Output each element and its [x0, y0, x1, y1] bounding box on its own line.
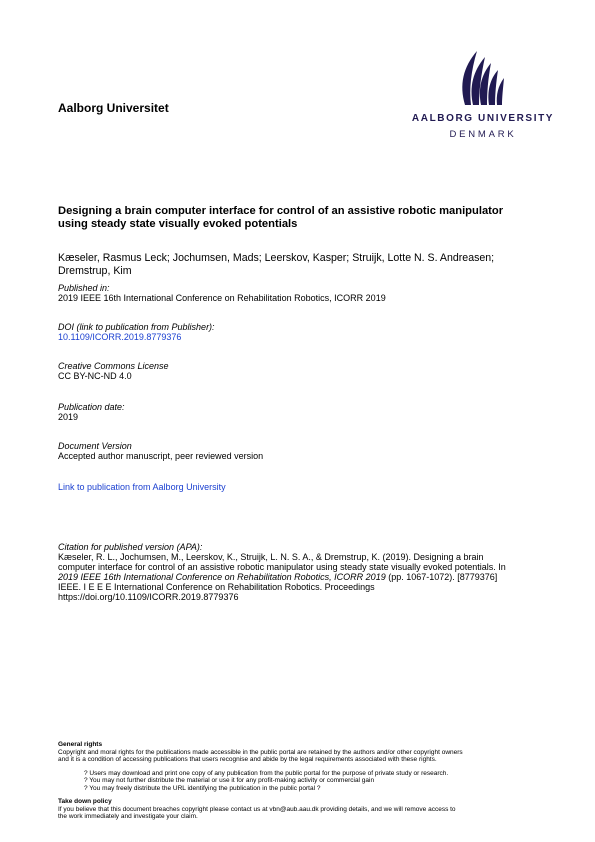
- rights-text: Copyright and moral rights for the publications made accessible in the public portal are retained by the authors and/or other copyright owners: [58, 748, 463, 756]
- document-version-label: Document Version: [58, 441, 132, 451]
- license-section: [58, 361, 169, 381]
- aalborg-university-logo: [405, 45, 561, 141]
- doi-label: DOI (link to publication from Publisher):: [58, 322, 215, 332]
- logo-university-name: AALBORG UNIVERSITY: [411, 113, 555, 124]
- publication-date-value: 2019: [58, 412, 79, 422]
- citation-label: Citation for published version (APA):: [58, 542, 203, 552]
- license-label: Creative Commons License: [58, 361, 169, 371]
- published-in-section: [58, 283, 386, 303]
- doi-link[interactable]: 10.1109/ICORR.2019.8779376: [58, 332, 182, 342]
- paper-title: [58, 205, 538, 231]
- takedown-text: If you believe that this document breaches copyright please contact us at vbn@aub.aau.dk providing details, and we will remove access to: [58, 805, 456, 813]
- rights-section: [58, 741, 553, 821]
- publication-date-section: [58, 402, 125, 422]
- authors-line: Dremstrup, Kim: [58, 265, 132, 277]
- citation-line: Kæseler, R. L., Jochumsen, M., Leerskov, K., Struijk, L. N. S. A., & Dremstrup, K. (2019). Designing a brain: [58, 552, 484, 562]
- aau-publication-link[interactable]: Link to publication from Aalborg University: [58, 482, 226, 492]
- published-in-value: 2019 IEEE 16th International Conference on Rehabilitation Robotics, ICORR 2019: [58, 293, 386, 303]
- authors: [58, 252, 558, 278]
- rights-text: and it is a condition of accessing publications that users recognise and abide by the legal requirements associated with these rights.: [58, 756, 437, 763]
- title-line: using steady state visually evoked potentials: [58, 218, 298, 230]
- citation-line: [58, 572, 548, 582]
- logo-country: DENMARK: [449, 129, 517, 140]
- citation-line: computer interface for control of an assistive robotic manipulator using steady state visually evoked potentials. In: [58, 562, 506, 572]
- citation-doi: https://doi.org/10.1109/ICORR.2019.8779376: [58, 592, 239, 602]
- title-line: Designing a brain computer interface for control of an assistive robotic manipulator: [58, 205, 504, 217]
- authors-line: Kæseler, Rasmus Leck; Jochumsen, Mads; Leerskov, Kasper; Struijk, Lotte N. S. Andreasen;: [58, 252, 495, 264]
- doi-section: [58, 322, 215, 342]
- citation-pages: (pp. 1067-1072). [8779376]: [385, 572, 498, 582]
- takedown-text: the work immediately and investigate your claim.: [58, 813, 198, 820]
- general-rights-heading: General rights: [58, 741, 103, 748]
- rights-bullet: ? You may not further distribute the material or use it for any profit-making activity or commercial gain: [84, 777, 375, 784]
- citation-line: IEEE. I E E E International Conference on Rehabilitation Robotics. Proceedings: [58, 582, 375, 592]
- publication-date-label: Publication date:: [58, 402, 125, 412]
- takedown-heading: Take down policy: [58, 798, 112, 805]
- document-version-section: [58, 441, 263, 461]
- institution-name: Aalborg Universitet: [58, 101, 169, 115]
- rights-bullet: ? You may freely distribute the URL identifying the publication in the public portal ?: [84, 784, 321, 792]
- document-version-value: Accepted author manuscript, peer reviewed version: [58, 451, 264, 461]
- published-in-label: Published in:: [58, 283, 110, 293]
- rights-bullet: ? Users may download and print one copy of any publication from the public portal for the purpose of private study or research.: [84, 769, 449, 777]
- citation-section: [58, 542, 548, 602]
- citation-proceedings-title: 2019 IEEE 16th International Conference on Rehabilitation Robotics, ICORR 2019: [58, 572, 386, 582]
- rights-bullets: [84, 770, 553, 793]
- license-value: CC BY-NC-ND 4.0: [58, 371, 132, 381]
